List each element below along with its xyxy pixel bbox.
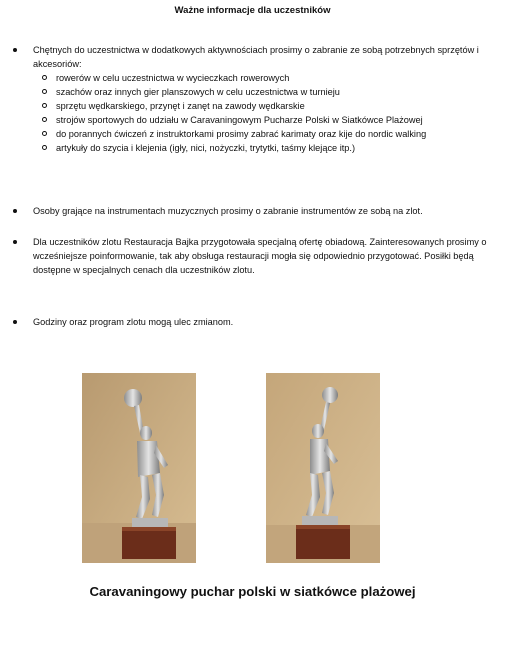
- sub-item-fishing: sprzętu wędkarskiego, przynęt i zanęt na zawody wędkarskie: [33, 99, 495, 113]
- sub-item-chess: szachów oraz innych gier planszowych w celu uczestnictwa w turnieju: [33, 85, 495, 99]
- sub-item-sportswear: strojów sportowych do udziału w Caravaningowym Pucharze Polski w Siatkówce Plażowej: [33, 113, 495, 127]
- sub-bullet-circle: [42, 89, 47, 94]
- sub-bullet-circle: [42, 75, 47, 80]
- bullet-equipment-intro: Chętnych do uczestnictwa w dodatkowych aktywnościach prosimy o zabranie ze sobą potrzebnych sprzętów i akcesoriów:: [33, 45, 479, 69]
- bullet-schedule: Godziny oraz program zlotu mogą ulec zmianom.: [33, 315, 495, 329]
- sub-item-bikes: rowerów w celu uczestnictwa w wycieczkach rowerowych: [33, 71, 495, 85]
- bullet-instruments: Osoby grające na instrumentach muzycznych prosimy o zabranie instrumentów ze sobą na zlot.: [33, 204, 495, 218]
- trophy-photo-left: [82, 373, 196, 563]
- bullet-restaurant: Dla uczestników zlotu Restauracja Bajka przygotowała specjalną ofertę obiadową. Zainteresowanych prosimy o wcześniejsze poinformowanie, tak aby obsługa restauracji mogła się odpowiednio przygotować. Posiłki będą dostępne w specjalnych cenach dla uczestników zlotu.: [33, 235, 495, 277]
- trophy-image: [82, 373, 196, 563]
- sub-item-exercise: do porannych ćwiczeń z instruktorkami prosimy zabrać karimaty oraz kije do nordic walking: [33, 127, 495, 141]
- sub-bullet-circle: [42, 117, 47, 122]
- sub-bullet-circle: [42, 103, 47, 108]
- sub-bullet-circle: [42, 145, 47, 150]
- document-title: Ważne informacje dla uczestników: [174, 5, 331, 16]
- bullet-dot: [13, 209, 17, 213]
- sub-item-sewing: artykuły do szycia i klejenia (igły, nici, nożyczki, trytytki, taśmy klejące itp.): [33, 141, 495, 155]
- bullet-dot: [13, 48, 17, 52]
- bullet-dot: [13, 240, 17, 244]
- photo-caption: Caravaningowy puchar polski w siatkówce plażowej: [89, 584, 416, 599]
- trophy-photo-right: [266, 373, 380, 563]
- trophy-image: [266, 373, 380, 563]
- sub-bullet-circle: [42, 131, 47, 136]
- bullet-dot: [13, 320, 17, 324]
- bullet-equipment: [33, 43, 495, 155]
